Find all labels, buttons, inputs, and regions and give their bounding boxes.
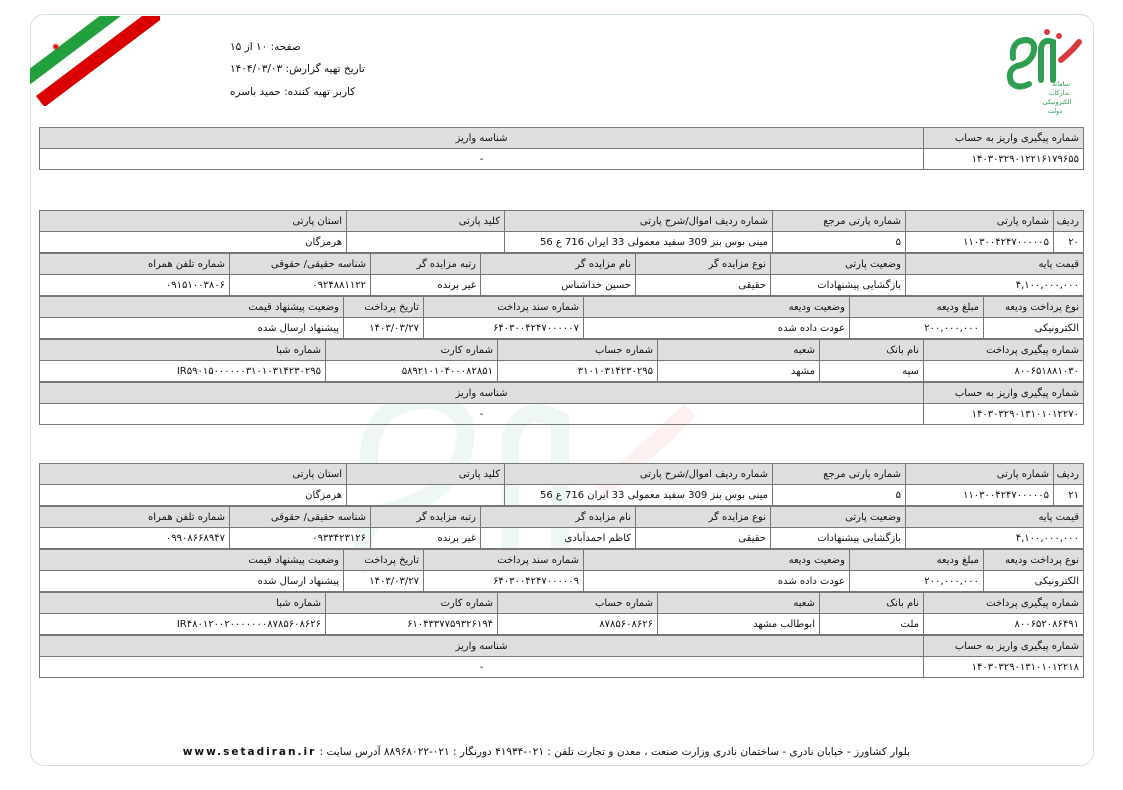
deposit-id-header: شناسه واریز xyxy=(40,636,924,657)
payment-tracking-header: شماره پیگیری پرداخت xyxy=(924,340,1084,361)
payment-date-value: ۱۴۰۳/۰۳/۲۷ xyxy=(344,571,424,592)
province-value: هرمزگان xyxy=(40,232,347,253)
party-number-header: شماره پارتی xyxy=(906,464,1054,485)
record-bank-table xyxy=(39,592,1084,635)
payment-date-header: تاریخ پرداخت xyxy=(344,297,424,318)
deposit-id-header: شناسه واریز xyxy=(40,128,924,149)
party-status-header: وضعیت پارتی xyxy=(771,507,906,528)
bank-name-value: ملت xyxy=(820,614,924,635)
deposit-tracking-header: شماره پیگیری واریز به حساب xyxy=(924,383,1084,404)
mobile-header: شماره تلفن همراه xyxy=(40,507,230,528)
record-mobile-table xyxy=(39,253,230,296)
row-header: ردیف xyxy=(1054,211,1084,232)
sheba-header: شماره شبا xyxy=(40,340,326,361)
party-key-value xyxy=(347,232,505,253)
record-deposit-table xyxy=(39,549,1084,592)
bidder-name-header: نام مزایده گر xyxy=(481,254,636,275)
record-deposit-tracking-table xyxy=(39,635,1084,678)
card-no-header: شماره کارت xyxy=(326,340,498,361)
bidder-name-value: حسین خداشناس xyxy=(481,275,636,296)
deposit-status-header: وضعیت ودیعه xyxy=(584,550,850,571)
deposit-id-header: شناسه واریز xyxy=(40,383,924,404)
party-status-header: وضعیت پارتی xyxy=(771,254,906,275)
payment-date-header: تاریخ پرداخت xyxy=(344,550,424,571)
deposit-status-value: عودت داده شده xyxy=(584,318,850,339)
national-id-header: شناسه حقیقی/ حقوقی xyxy=(40,507,371,528)
ref-party-value: ۵ xyxy=(773,485,906,506)
tracking-value: ۱۴۰۳۰۳۲۹۰۱۲۲۱۶۱۷۹۶۵۵ xyxy=(924,149,1084,170)
party-number-header: شماره پارتی xyxy=(906,211,1054,232)
svg-text:سامانه: سامانه xyxy=(1051,80,1071,88)
ref-party-header: شماره پارتی مرجع xyxy=(773,211,906,232)
row-header: ردیف xyxy=(1054,464,1084,485)
deposit-tracking-value: ۱۴۰۳۰۳۲۹۰۱۳۱۰۱۰۱۲۲۷۰ xyxy=(924,404,1084,425)
flag-emblem-icon: ✺ xyxy=(52,43,60,53)
payment-doc-value: ۶۴۰۳۰۰۴۲۴۷۰۰۰۰۰۹ xyxy=(424,571,584,592)
offer-status-header: وضعیت پیشنهاد قیمت xyxy=(40,297,344,318)
party-status-value: بازگشایی پیشنهادات xyxy=(771,528,906,549)
record-deposit-tracking-table xyxy=(39,382,1084,425)
bidder-type-header: نوع مزایده گر xyxy=(636,254,771,275)
bank-name-header: نام بانک xyxy=(820,593,924,614)
base-price-header: قیمت پایه xyxy=(906,254,1084,275)
svg-text:تدارکات: تدارکات xyxy=(1048,89,1070,97)
record-bank-table xyxy=(39,339,1084,382)
bidder-type-value: حقیقی xyxy=(636,275,771,296)
deposit-tracking-value: ۱۴۰۳۰۳۲۹۰۱۳۱۰۱۰۱۲۲۱۸ xyxy=(924,657,1084,678)
deposit-type-value: الکترونیکی xyxy=(984,318,1084,339)
deposit-amount-value: ۲۰۰,۰۰۰,۰۰۰ xyxy=(850,318,984,339)
iran-flag-icon xyxy=(30,16,160,106)
offer-status-value: پیشنهاد ارسال شده xyxy=(40,571,344,592)
payment-tracking-header: شماره پیگیری پرداخت xyxy=(924,593,1084,614)
party-number-value: ۱۱۰۳۰۰۴۲۴۷۰۰۰۰۰۵ xyxy=(906,232,1054,253)
deposit-amount-header: مبلغ ودیعه xyxy=(850,297,984,318)
record-deposit-table xyxy=(39,296,1084,339)
national-id-value: ۰۹۲۴۸۸۱۱۲۲ xyxy=(40,275,371,296)
payment-doc-value: ۶۴۰۳۰۰۴۲۴۷۰۰۰۰۰۷ xyxy=(424,318,584,339)
deposit-status-header: وضعیت ودیعه xyxy=(584,297,850,318)
ref-party-value: ۵ xyxy=(773,232,906,253)
card-no-value: ۶۱۰۴۳۳۷۷۵۹۳۲۶۱۹۴ xyxy=(326,614,498,635)
branch-header: شعبه xyxy=(658,593,820,614)
deposit-amount-value: ۲۰۰,۰۰۰,۰۰۰ xyxy=(850,571,984,592)
payment-doc-header: شماره سند پرداخت xyxy=(424,297,584,318)
svg-text:الکترونیکی: الکترونیکی xyxy=(1042,98,1072,106)
party-key-header: کلید پارتی xyxy=(347,211,505,232)
top-deposit-table xyxy=(39,127,1084,170)
goods-desc-value: مینی بوس بنز 309 سفید معمولی 33 ایران 716 ع 56 xyxy=(505,232,773,253)
payment-tracking-value: ۸۰۰۶۵۱۸۸۱۰۳۰ xyxy=(924,361,1084,382)
branch-header: شعبه xyxy=(658,340,820,361)
account-no-value: ۸۷۸۵۶۰۸۶۲۶ xyxy=(498,614,658,635)
bidder-type-header: نوع مزایده گر xyxy=(636,507,771,528)
account-no-value: ۳۱۰۱۰۳۱۴۲۳۰۲۹۵ xyxy=(498,361,658,382)
account-no-header: شماره حساب xyxy=(498,593,658,614)
party-status-value: بازگشایی پیشنهادات xyxy=(771,275,906,296)
payment-doc-header: شماره سند پرداخت xyxy=(424,550,584,571)
setad-logo xyxy=(1003,20,1083,120)
offer-status-header: وضعیت پیشنهاد قیمت xyxy=(40,550,344,571)
tracking-header: شماره پیگیری واریز به حساب xyxy=(924,128,1084,149)
prepared-by: کاربر تهیه کننده: حمید باسره xyxy=(230,86,356,98)
deposit-id-value: - xyxy=(40,149,924,170)
account-no-header: شماره حساب xyxy=(498,340,658,361)
base-price-value: ۴,۱۰۰,۰۰۰,۰۰۰ xyxy=(906,528,1084,549)
bidder-type-value: حقیقی xyxy=(636,528,771,549)
bank-name-header: نام بانک xyxy=(820,340,924,361)
row-value: ۲۱ xyxy=(1054,485,1084,506)
branch-value: ابوطالب مشهد xyxy=(658,614,820,635)
deposit-tracking-header: شماره پیگیری واریز به حساب xyxy=(924,636,1084,657)
ref-party-header: شماره پارتی مرجع xyxy=(773,464,906,485)
party-key-value xyxy=(347,485,505,506)
bidder-name-value: کاظم احمدآبادی xyxy=(481,528,636,549)
sheba-value: IR۴۸۰۱۲۰۰۲۰۰۰۰۰۰۰۸۷۸۵۶۰۸۶۲۶ xyxy=(40,614,326,635)
bidder-rank-value: غیر برنده xyxy=(371,275,481,296)
national-id-value: ۰۹۳۳۴۲۳۱۲۶ xyxy=(40,528,371,549)
record-party-table xyxy=(39,210,1084,253)
base-price-value: ۴,۱۰۰,۰۰۰,۰۰۰ xyxy=(906,275,1084,296)
bidder-rank-header: رتبه مزایده گر xyxy=(371,507,481,528)
party-number-value: ۱۱۰۳۰۰۴۲۴۷۰۰۰۰۰۵ xyxy=(906,485,1054,506)
svg-text:دولت: دولت xyxy=(1047,107,1063,115)
deposit-type-header: نوع پرداخت ودیعه xyxy=(984,550,1084,571)
province-header: استان پارتی xyxy=(40,211,347,232)
deposit-type-value: الکترونیکی xyxy=(984,571,1084,592)
record-party-table xyxy=(39,463,1084,506)
page-number: صفحه: ۱۰ از ۱۵ xyxy=(230,41,301,53)
payment-date-value: ۱۴۰۳/۰۳/۲۷ xyxy=(344,318,424,339)
sheba-header: شماره شبا xyxy=(40,593,326,614)
record-mobile-table xyxy=(39,506,230,549)
goods-desc-value: مینی بوس بنز 309 سفید معمولی 33 ایران 716 ع 56 xyxy=(505,485,773,506)
deposit-amount-header: مبلغ ودیعه xyxy=(850,550,984,571)
province-header: استان پارتی xyxy=(40,464,347,485)
card-no-header: شماره کارت xyxy=(326,593,498,614)
offer-status-value: پیشنهاد ارسال شده xyxy=(40,318,344,339)
footer-website-link[interactable]: www.setadiran.ir xyxy=(182,746,317,758)
footer xyxy=(182,746,910,758)
card-no-value: ۵۸۹۲۱۰۱۰۴۰۰۰۸۲۸۵۱ xyxy=(326,361,498,382)
bidder-name-header: نام مزایده گر xyxy=(481,507,636,528)
bank-name-value: سپه xyxy=(820,361,924,382)
mobile-value: ۰۹۱۵۱۰۰۳۸۰۶ xyxy=(40,275,230,296)
deposit-status-value: عودت داده شده xyxy=(584,571,850,592)
goods-desc-header: شماره ردیف اموال/شرح پارتی xyxy=(505,211,773,232)
report-date: تاریخ تهیه گزارش: ۱۴۰۴/۰۳/۰۳ xyxy=(230,63,365,75)
sheba-value: IR۵۹۰۱۵۰۰۰۰۰۰۳۱۰۱۰۳۱۴۲۳۰۲۹۵ xyxy=(40,361,326,382)
party-key-header: کلید پارتی xyxy=(347,464,505,485)
payment-tracking-value: ۸۰۰۶۵۲۰۸۶۴۹۱ xyxy=(924,614,1084,635)
deposit-id-value: - xyxy=(40,404,924,425)
deposit-type-header: نوع پرداخت ودیعه xyxy=(984,297,1084,318)
mobile-value: ۰۹۹۰۸۶۶۸۹۴۷ xyxy=(40,528,230,549)
branch-value: مشهد xyxy=(658,361,820,382)
national-id-header: شناسه حقیقی/ حقوقی xyxy=(40,254,371,275)
base-price-header: قیمت پایه xyxy=(906,507,1084,528)
bidder-rank-value: غیر برنده xyxy=(371,528,481,549)
goods-desc-header: شماره ردیف اموال/شرح پارتی xyxy=(505,464,773,485)
province-value: هرمزگان xyxy=(40,485,347,506)
deposit-id-value: - xyxy=(40,657,924,678)
bidder-rank-header: رتبه مزایده گر xyxy=(371,254,481,275)
mobile-header: شماره تلفن همراه xyxy=(40,254,230,275)
row-value: ۲۰ xyxy=(1054,232,1084,253)
footer-address: بلوار کشاورز - خیابان نادری - ساختمان نادری وزارت صنعت ، معدن و تجارت تلفن : ۰۲۱-۴۱۹۳۴ دورنگار : ۰۲۱-۸۸۹۶۸۰۲۲ آدرس سایت : xyxy=(319,746,910,758)
